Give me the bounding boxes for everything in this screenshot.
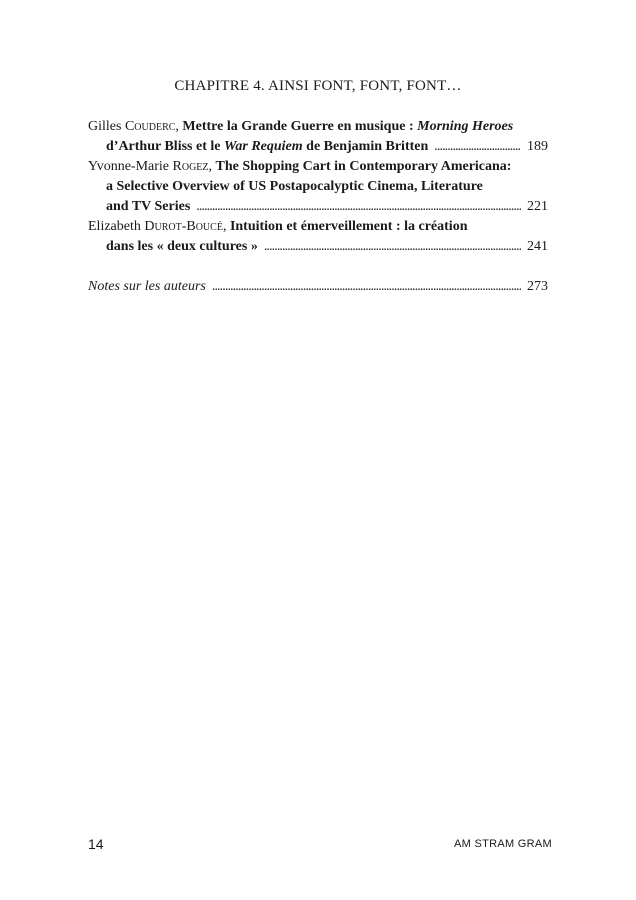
author-first-name: Yvonne-Marie (88, 159, 173, 174)
toc-entry[interactable] (88, 157, 548, 217)
entry-title-italic: Morning Heroes (417, 119, 514, 134)
toc-entry-line: Elizabeth Durot-Boucé, Intuition et émerveillement : la création (88, 219, 468, 234)
page-number: 273 (527, 279, 548, 294)
dot-leader (434, 137, 521, 157)
dot-leader (196, 197, 521, 217)
toc-notes-entry[interactable] (88, 277, 548, 297)
toc-entry-leader-line (88, 237, 548, 257)
toc-entry-leader-line (88, 277, 548, 297)
author-first-name: Gilles (88, 119, 125, 134)
toc-entry-line: Yvonne-Marie Rogez, The Shopping Cart in Contemporary Americana: (88, 159, 512, 174)
chapter-title: CHAPITRE 4. AINSI FONT, FONT, FONT… (174, 78, 462, 94)
entry-title: Mettre la Grande Guerre en musique : (182, 119, 418, 134)
page-number: 241 (527, 239, 548, 254)
folio-page-number: 14 (88, 836, 104, 852)
page-number: 189 (527, 139, 548, 154)
entry-title-continued: d’Arthur Bliss et le War Requiem de Benjamin Britten (106, 139, 429, 154)
toc-entry[interactable] (88, 217, 548, 257)
entry-title-continued: a Selective Overview of US Postapocalyptic Cinema, Literature (106, 179, 483, 194)
toc-entry[interactable] (88, 117, 548, 157)
page-number: 221 (527, 199, 548, 214)
dot-leader (212, 277, 521, 297)
dot-leader (264, 237, 521, 257)
entry-title: Intuition et émerveillement : la création (229, 219, 468, 234)
entry-title-continued: dans les « deux cultures » (106, 239, 258, 254)
entry-title-continued: and TV Series (106, 199, 191, 214)
toc-entry-leader-line (88, 197, 548, 217)
entry-title: The Shopping Cart in Contemporary Americana: (215, 159, 512, 174)
running-title: AM STRAM GRAM (453, 838, 552, 850)
author-last-name: Durot-Boucé (144, 219, 223, 234)
author-last-name: Rogez (172, 159, 209, 174)
toc-entry-leader-line (88, 137, 548, 157)
toc-entry-line: Gilles Couderc, Mettre la Grande Guerre en musique : Morning Heroes (88, 119, 514, 134)
notes-label: Notes sur les auteurs (88, 279, 206, 294)
author-last-name: Couderc (124, 119, 176, 134)
author-first-name: Elizabeth (88, 219, 145, 234)
